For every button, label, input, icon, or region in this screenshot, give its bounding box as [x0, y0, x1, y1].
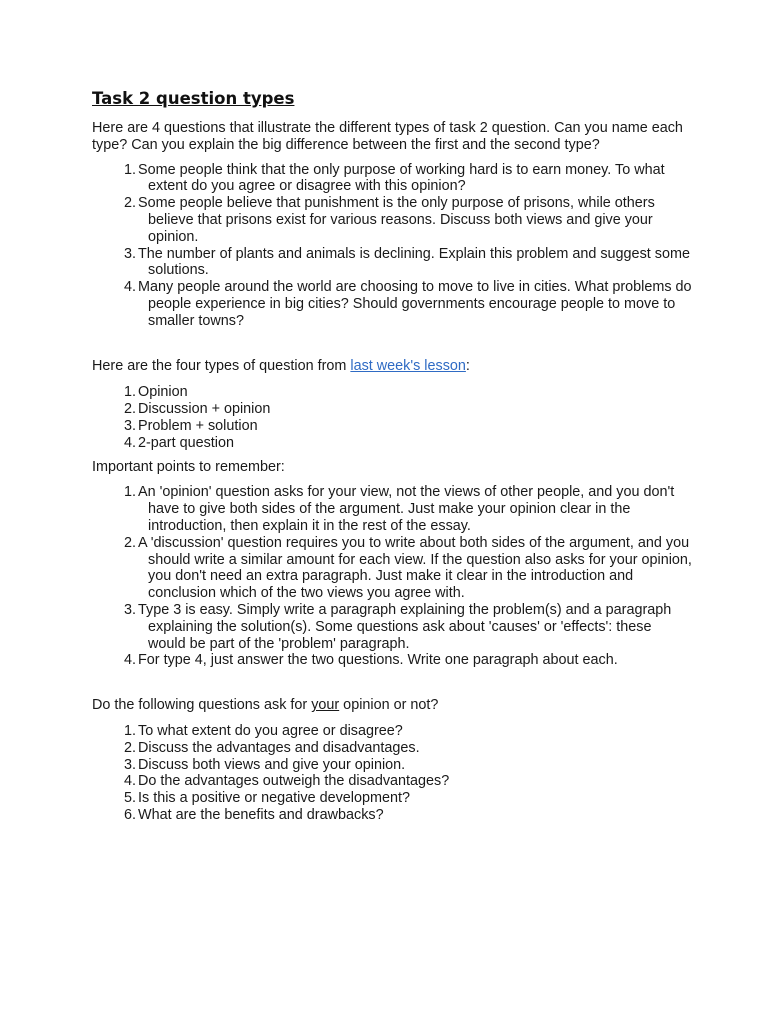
- list-item: 3. Discuss both views and give your opinion.: [124, 756, 406, 773]
- list-item: 3. Type 3 is easy. Simply write a paragraph explaining the problem(s) and a paragraph explaining the solution(s). Some questions ask about 'causes' or 'effects': these would be part of the 'problem' paragraph.: [124, 601, 672, 652]
- document-page: [92, 88, 692, 824]
- emphasis-your: your: [311, 697, 340, 714]
- page-title: Task 2 question types: [92, 89, 295, 108]
- question-list: [92, 162, 692, 330]
- list-item: 1. To what extent do you agree or disagree?: [124, 722, 403, 739]
- types-intro: Here are the four types of question from last week's lesson:: [92, 357, 470, 374]
- list-item: 2. Discussion + opinion: [124, 401, 271, 418]
- list-item: 1. An 'opinion' question asks for your view, not the views of other people, and you don't have to give both sides of the argument. Just make your opinion clear in the introduction, then explain it in the rest of the essay.: [124, 484, 675, 534]
- list-item: 4. For type 4, just answer the two questions. Write one paragraph about each.: [124, 652, 618, 669]
- list-item: 3. Problem + solution: [124, 417, 258, 434]
- list-item: 2. Discuss the advantages and disadvantages.: [124, 739, 420, 756]
- list-item: 2. Some people believe that punishment is the only purpose of prisons, while others believe that prisons exist for various reasons. Discuss both views and give your opinion.: [124, 195, 655, 245]
- list-item: 6. What are the benefits and drawbacks?: [124, 806, 384, 823]
- list-item: 1. Opinion: [124, 384, 188, 401]
- list-item: 5. Is this a positive or negative development?: [124, 790, 410, 807]
- follow-question-list: [92, 723, 692, 824]
- types-list: [92, 384, 692, 451]
- points-heading: Important points to remember:: [92, 458, 285, 475]
- follow-intro: Do the following questions ask for your opinion or not?: [92, 697, 439, 714]
- list-item: 4. Many people around the world are choosing to move to live in cities. What problems do people experience in big cities? Should governments encourage people to move to smaller towns?: [124, 279, 692, 329]
- list-item: 3. The number of plants and animals is declining. Explain this problem and suggest some solutions.: [124, 245, 690, 279]
- list-item: 1. Some people think that the only purpose of working hard is to earn money. To what extent do you agree or disagree with this opinion?: [124, 161, 665, 195]
- list-item: 2. A 'discussion' question requires you to write about both sides of the argument, and you should write a similar amount for each view. If the question also asks for your opinion, you don't need an extra paragraph. Just make it clear in the introduction and conclusion which of the two views you agree with.: [124, 534, 692, 602]
- points-list: [92, 484, 692, 669]
- list-item: 4. Do the advantages outweigh the disadvantages?: [124, 773, 450, 790]
- intro-paragraph: Here are 4 questions that illustrate the different types of task 2 question. Can you name each type? Can you explain the big difference between the first and the second type?: [92, 120, 683, 153]
- last-week-lesson-link[interactable]: last week's lesson: [350, 357, 466, 374]
- list-item: 4. 2-part question: [124, 434, 234, 451]
